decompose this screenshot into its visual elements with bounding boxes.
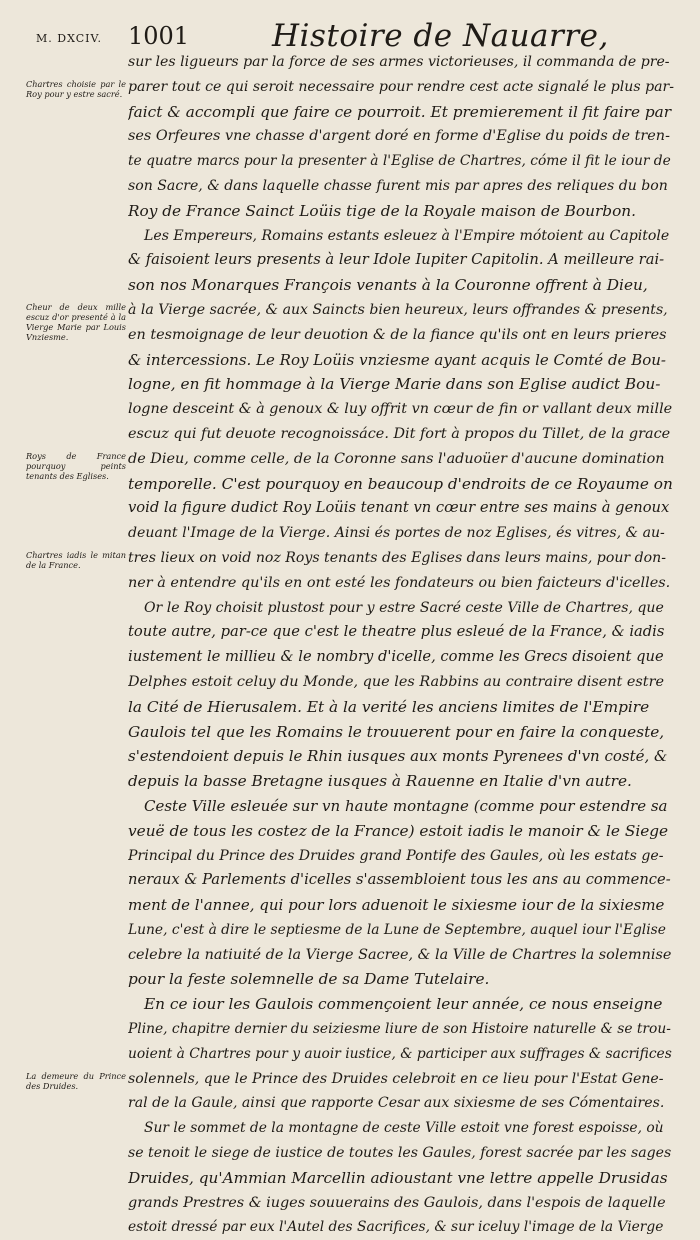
text-line: ment de l'annee, qui pour lors aduenoit le sixiesme iour de la sixiesme (128, 896, 665, 915)
text-line: estoit dressé par eux l'Autel des Sacrifices, & sur iceluy l'image de la Vierge (128, 1219, 664, 1236)
text-line: temporelle. C'est pourquoy en beaucoup d'endroits de ce Royaume on (128, 474, 673, 493)
text-line: tres lieux on void noz Roys tenants des Eglises dans leurs mains, pour don- (128, 549, 666, 566)
text-line: te quatre marcs pour la presenter à l'Eglise de Chartres, cóme il fit le iour de (128, 153, 671, 170)
text-line: grands Prestres & iuges souuerains des Gaulois, dans l'espois de laquelle (128, 1194, 666, 1211)
body-text (128, 50, 674, 1240)
text-line: veuë de tous les costez de la France) estoit iadis le manoir & le Siege (128, 821, 669, 840)
text-line: ner à entendre qu'ils en ont esté les fondateurs ou bien faicteurs d'icelles. (128, 574, 671, 591)
text-line: se tenoit le siege de iustice de toutes les Gaules, forest sacrée par les sages (128, 1145, 672, 1162)
text-line: parer tout ce qui seroit necessaire pour rendre cest acte signalé le plus par- (128, 78, 674, 95)
text-line: logne desceint & à genoux & luy offrit vn cœur de fin or vallant deux mille (128, 401, 673, 418)
text-line: Delphes estoit celuy du Monde, que les Rabbins au contraire disent estre (128, 673, 664, 690)
text-line: de Dieu, comme celle, de la Coronne sans l'aduoüer d'aucune domination (128, 450, 665, 467)
margin-note: Chartres iadis le mitan de la France. (26, 550, 126, 570)
text-line: en tesmoignage de leur deuotion & de la fiance qu'ils ont en leurs prieres (128, 326, 667, 343)
text-line: solennels, que le Prince des Druides celebroit en ce lieu pour l'Estat Gene- (128, 1070, 664, 1087)
text-line: Pline, chapitre dernier du seiziesme liure de son Histoire naturelle & se trou- (128, 1021, 671, 1038)
text-line: ral de la Gaule, ainsi que rapporte Cesar aux sixiesme de ses Cómentaires. (128, 1095, 665, 1112)
running-title: Histoire de Nauarre, (272, 18, 609, 54)
margin-note: Roys de France pourquoy peints tenants des Eglises. (26, 450, 126, 481)
text-line: la Cité de Hierusalem. Et à la verité les anciens limites de l'Empire (128, 697, 650, 716)
text-line: En ce iour les Gaulois commençoient leur année, ce nous enseigne (144, 995, 663, 1014)
running-header (0, 18, 700, 52)
text-line: toute autre, par-ce que c'est le theatre plus esleué de la France, & iadis (128, 623, 665, 641)
text-line: Or le Roy choisit plustost pour y estre Sacré ceste Ville de Chartres, que (144, 599, 664, 616)
text-line: Ceste Ville esleuée sur vn haute montagne (comme pour estendre sa (144, 796, 668, 815)
text-line: à la Vierge sacrée, & aux Saincts bien heureux, leurs offrandes & presents, (128, 301, 668, 318)
text-line: Lune, c'est à dire le septiesme de la Lune de Septembre, auquel iour l'Eglise (128, 921, 666, 938)
text-line: s'estendoient depuis le Rhin iusques aux monts Pyrenees d'vn costé, & (128, 747, 668, 766)
text-line: Gaulois tel que les Romains le trouuerent pour en faire la conqueste, (128, 722, 665, 741)
text-line: Sur le sommet de la montagne de ceste Ville estoit vne forest espoisse, où (144, 1120, 664, 1137)
text-line: iustement le millieu & le nombry d'icelle, comme les Grecs disoient que (128, 648, 664, 666)
text-line: & intercessions. Le Roy Loüis vnziesme ayant acquis le Comté de Bou- (128, 350, 666, 369)
text-line: Roy de France Sainct Loüis tige de la Royale maison de Bourbon. (128, 201, 637, 220)
text-line: faict & accompli que faire ce pourroit. Et premierement il fit faire par (128, 102, 672, 121)
text-line: & faisoient leurs presents à leur Idole Iupiter Capitolin. A meilleure rai- (128, 251, 665, 269)
text-line: son nos Monarques François venants à la Couronne offrent à Dieu, (128, 276, 648, 295)
text-line: escuz qui fut deuote recognoissáce. Dit fort à propos du Tillet, de la grace (128, 425, 671, 442)
margin-note: Chartres choisie par le Roy pour y estre sacré. (26, 78, 126, 99)
text-line: son Sacre, & dans laquelle chasse furent mis par apres des reliques du bon (128, 177, 668, 194)
text-line: neraux & Parlements d'icelles s'assembloient tous les ans au commence- (128, 871, 671, 889)
text-line: uoient à Chartres pour y auoir iustice, & participer aux suffrages & sacrifices (128, 1045, 672, 1062)
year-marker: M. DXCIV. (36, 32, 102, 45)
text-line: pour la feste solemnelle de sa Dame Tutelaire. (128, 970, 490, 989)
text-line: Druides, qu'Ammian Marcellin adioustant vne lettre appelle Drusidas (128, 1168, 668, 1187)
text-line: depuis la basse Bretagne iusques à Rauenne en Italie d'vn autre. (128, 772, 632, 791)
text-line: Les Empereurs, Romains estants esleuez à l'Empire mótoient au Capitole (144, 227, 670, 244)
margin-note: La demeure du Prince des Druides. (26, 1070, 126, 1091)
text-line: Principal du Prince des Druides grand Pontife des Gaules, où les estats ge- (128, 847, 664, 864)
text-line: ses Orfeures vne chasse d'argent doré en forme d'Eglise du poids de tren- (128, 128, 670, 145)
text-line: void la figure dudict Roy Loüis tenant vn cœur entre ses mains à genoux (128, 499, 670, 517)
text-line: sur les ligueurs par la force de ses armes victorieuses, il commanda de pre- (128, 54, 670, 70)
text-line: celebre la natiuité de la Vierge Sacree, & la Ville de Chartres la solemnise (128, 946, 672, 963)
margin-note: Cheur de deux mille escuz d'or presenté à la Vierge Marie par Louis Vnziesme. (26, 302, 126, 342)
page-number: 1001 (128, 22, 190, 50)
text-line: deuant l'Image de la Vierge. Ainsi és portes de noz Eglises, és vitres, & au- (128, 525, 665, 542)
text-line: logne, en fit hommage à la Vierge Marie dans son Eglise audict Bou- (128, 375, 661, 394)
